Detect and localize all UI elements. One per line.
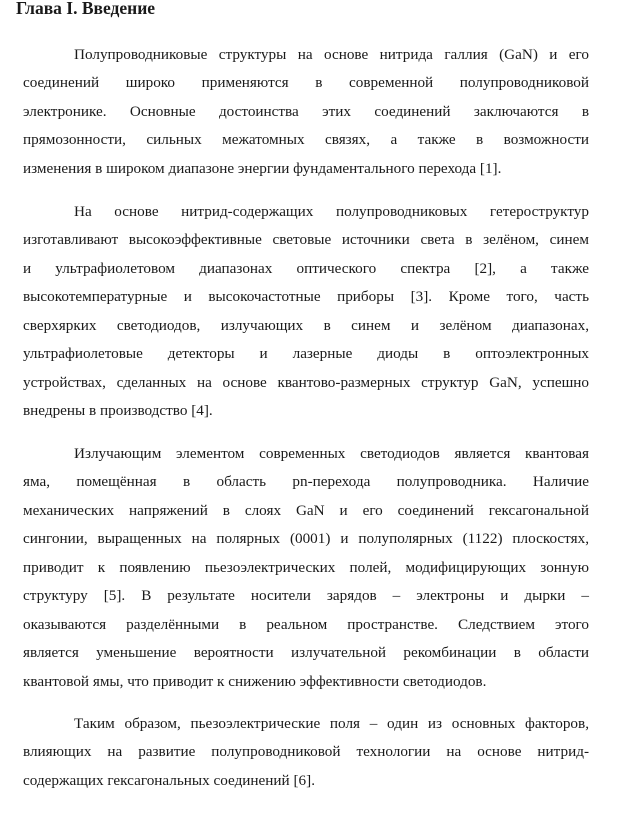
paragraph-line: прямозонности, сильных межатомных связях, а также в возможности [23, 131, 589, 149]
paragraph-line: является уменьшение вероятности излучательной рекомбинации в области [23, 644, 589, 662]
paragraph-line: внедрены в производство [4]. [23, 402, 213, 420]
paragraph-line: квантовой ямы, что приводит к снижению эффективности светодиодов. [23, 672, 487, 690]
paragraph-line: изготавливают высокоэффективные световые источники света в зелёном, синем [23, 231, 589, 249]
paragraph-line: приводит к появлению пьезоэлектрических полей, модифицирующих зонную [23, 558, 589, 576]
paragraph-line: влияющих на развитие полупроводниковой технологии на основе нитрид- [23, 743, 589, 761]
paragraph-line: Таким образом, пьезоэлектрические поля – один из основных факторов, [74, 715, 589, 732]
paragraph-line: Излучающим элементом современных светодиодов является квантовая [74, 445, 589, 462]
paragraph-line: сингонии, выращенных на полярных (0001) и полуполярных (1122) плоскостях, [23, 530, 589, 548]
paragraph-line: изменения в широком диапазоне энергии фундаментального перехода [1]. [23, 159, 502, 177]
paragraph-line: оказываются разделёнными в реальном пространстве. Следствием этого [23, 615, 589, 633]
paragraph-2 [23, 198, 589, 426]
paragraph-4 [23, 710, 589, 795]
paragraph-line: яма, помещённая в область pn-перехода полупроводника. Наличие [23, 473, 589, 491]
chapter-title: Глава I. Введение [16, 0, 156, 18]
paragraph-line: и ультрафиолетовом диапазонах оптического спектра [2], а также [23, 259, 589, 277]
paragraph-line: структуру [5]. В результате носители зарядов – электроны и дырки – [23, 587, 589, 605]
paragraph-line: устройствах, сделанных на основе квантово-размерных структур GaN, успешно [23, 373, 589, 391]
paragraph-line: Полупроводниковые структуры на основе нитрида галлия (GaN) и его [74, 46, 589, 63]
paragraph-line: электронике. Основные достоинства этих соединений заключаются в [23, 102, 589, 120]
paragraph-line: содержащих гексагональных соединений [6]. [23, 771, 315, 789]
paragraph-line: ультрафиолетовые детекторы и лазерные диоды в оптоэлектронных [23, 345, 589, 363]
paragraph-3 [23, 440, 589, 696]
paragraph-1 [23, 41, 589, 183]
paragraph-line: На основе нитрид-содержащих полупроводниковых гетероструктур [74, 203, 589, 220]
paragraph-line: сверхярких светодиодов, излучающих в синем и зелёном диапазонах, [23, 316, 589, 334]
paragraph-line: высокотемпературные и высокочастотные приборы [3]. Кроме того, часть [23, 288, 589, 306]
paragraph-line: механических напряжений в слоях GaN и его соединений гексагональной [23, 501, 589, 519]
paragraph-line: соединений широко применяются в современной полупроводниковой [23, 74, 589, 92]
